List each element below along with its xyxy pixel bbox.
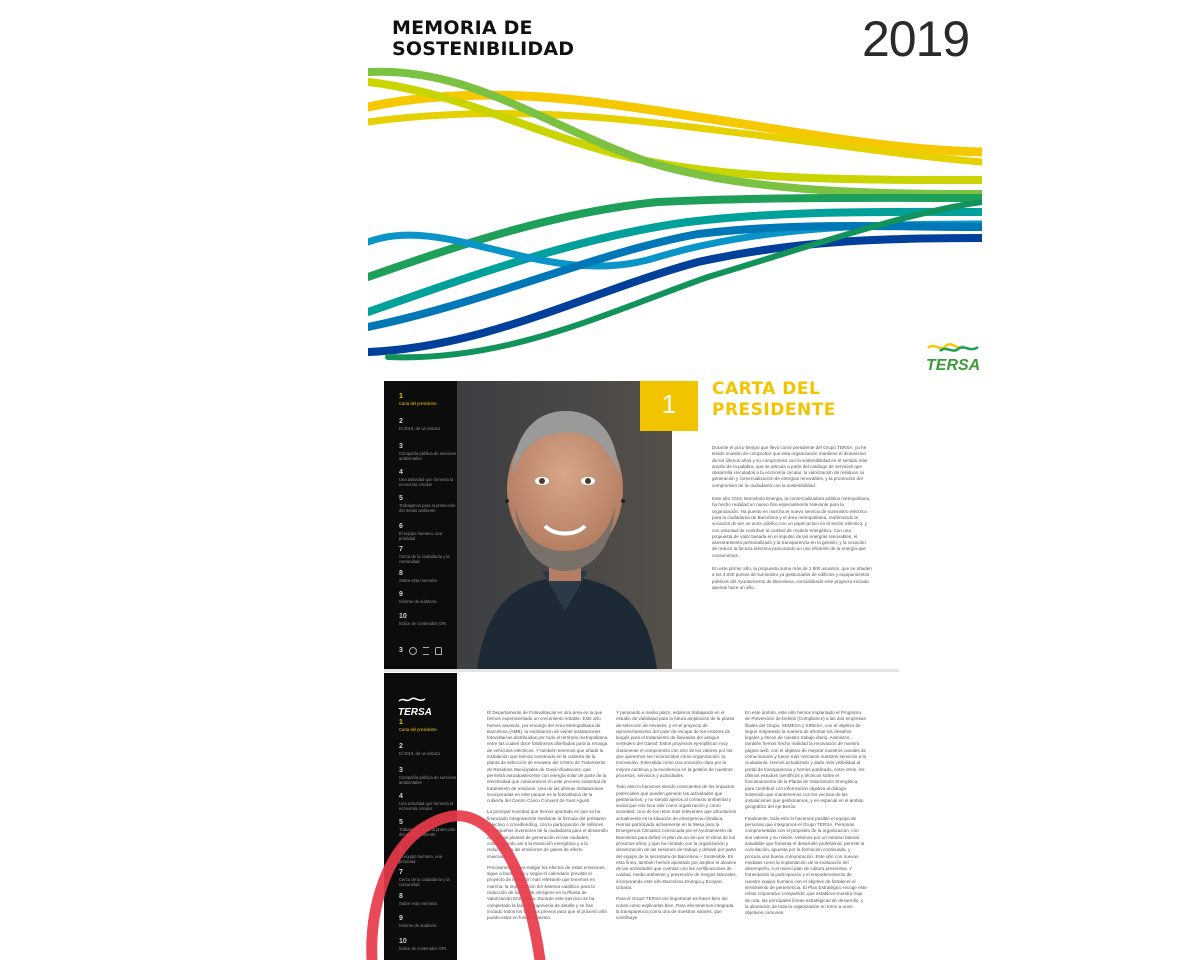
sidebar-item-medioambiente[interactable]: 5 Trabajamos para la protección del medio ambiente [399, 495, 456, 513]
sidebar2-item-equipo[interactable]: 6 El equipo humano, una prioridad [399, 846, 443, 864]
cover-tersa-logo [926, 340, 982, 374]
sidebar-item-economia[interactable]: 4 Una actividad que fomenta la economía circular [399, 469, 454, 487]
wave-yellow-light [368, 114, 982, 162]
sidebar2-item-auditoria[interactable]: 9 Informe de auditoría [399, 915, 437, 928]
cover-year: 2019 [862, 11, 970, 67]
sidebar-item-auditoria[interactable]: 9 Informe de auditoría [399, 591, 437, 604]
page-divider [384, 669, 899, 672]
body-col2-paragraph-2: Todo esto lo hacemos siendo conscientes de los impactos potenciales que pueden generar las actividades que gestionamos, y no siendo ajenos al contexto ambiental y social que nos toca vivir como organización y como sociedad. Uno de los retos más relevantes que afrontamos actualmente es la situación de emergencia climática. Hemos participado activamente en la Mesa para la Emergencia Climática convocada por el Ayuntamiento de Barcelona para definir el plan de acción por el clima de los próximos años, y que ha contado con la organización y dinamización de las sesiones de trabajo y debate por parte del equipo de la secretaría de Barcelona + Sostenible. En esta línea, también hemos apostado por ampliar el alcance de las actividades que cuentan con las certificaciones de calidad, medio ambiente y prevención de riesgos laborales, incorporando este año Barcelona Energia y Ecoparc Urbana. [616, 784, 737, 891]
sidebar2-item-compania[interactable]: 3 Compañía pública de servicios ambientales [399, 767, 457, 785]
sidebar2-item-vistazo[interactable]: 2 El 2019, de un vistazo [399, 743, 441, 756]
tersa-logo-waves-icon [926, 340, 982, 354]
sidebar-tersa-logo-text: TERSA [398, 707, 432, 718]
cover-title [392, 18, 574, 60]
sidebar2-item-ciudadania[interactable]: 7 Cerca de la ciudadanía y la comunidad [399, 869, 450, 887]
chapter-title-line1: CARTA DEL [712, 379, 821, 399]
carta-paragraph-1: Durante el poco tiempo que llevo como presidente del Grupo TERSA, ya he tenido ocasión de comprobar que esta organización mantiene el dinamismo de los últimos años y su compromiso con la sostenibilidad en el sentido más amplio de la palabra, que se articula a partir del catálogo de servicios que desarrolla vinculados a la economía circular, la valorización de residuos, la generación y comercialización de energías renovables, y la promoción del compromiso de la ciudadanía con la sostenibilidad. [712, 445, 868, 488]
body-col1-paragraph-1: El Departamento de Fotovoltaicas es otra área en la que hemos experimentado un crecimiento notable. Este año hemos asumido, por encargo del Área Metropolitana de Barcelona (AMB), la explotación de veinte instalaciones fotovoltaicas distribuidas por todo el territorio metropolitano, entre las cuales doce fotolineras diseñadas para la recarga de vehículos eléctricos. Y también tenemos que añadir la instalación que hemos construido en la cubierta de la planta de selección de envases del Centro de Tratamiento de Residuos Municipales de Gavà-Viladecans, que permitirá autoabastecerse con energía solar de parte de la electricidad que consumimos en este proceso industrial de tratamiento de residuos. Una de las últimas instalaciones incorporadas en este parque es la fotovoltaica de la cubierta del Centro Cívico Convent de Sant Agustí. [487, 710, 609, 804]
home-icon[interactable] [435, 647, 442, 655]
carta-text [712, 445, 872, 591]
carta-paragraph-3: En este primer año, la propuesta suma más de 1.500 usuarios, que se añaden a los 4.000 puntos de suministro ya gestionados de edificios y equipamientos públicos del Ayuntamiento de Barcelona, consolidando este proyecto iniciado apenas hace un año. [712, 566, 872, 590]
cover-tersa-logo-text: TERSA [926, 357, 981, 374]
globe-icon[interactable] [409, 647, 417, 655]
menu-icon[interactable] [423, 647, 429, 655]
body-column-2 [616, 710, 738, 960]
sidebar2-item-memoria[interactable]: 8 Sobre esta memoria [399, 893, 437, 906]
sidebar-item-gri[interactable]: 10 Índice de contenidos GRI [399, 613, 447, 626]
sidebar-nav-page1 [384, 381, 457, 669]
sidebar-item-equipo[interactable]: 6 El equipo humano, una prioridad [399, 523, 443, 541]
sidebar2-item-medioambiente[interactable]: 5 Trabajamos para la protección del medio ambiente [399, 819, 456, 837]
sidebar2-item-economia[interactable]: 4 Una actividad que fomenta la economía circular [399, 793, 454, 811]
sidebar-item-compania[interactable]: 3 Compañía pública de servicios ambientales [399, 443, 457, 461]
sidebar-item-memoria[interactable]: 8 Sobre esta memoria [399, 570, 437, 583]
carta-paragraph-2: Este año 2019, Barcelona Energia, la comercializadora pública metropolitana, ha hecho realidad un nuevo hito especialmente relevante para la organización. Ha puesto en marcha el nuevo servicio de suministro eléctrico para la ciudadanía de Barcelona y el área metropolitana, reafirmando la vocación de ser un actor público con un papel activo en el sector eléctrico, y con voluntad de contribuir al cambio de modelo energético. Con una propuesta de valor basada en el impulso de las energías renovables, el asesoramiento personalizado y la transparencia en la gestión, y la vocación de reducir la factura eléctrica procurando un uso eficiente de la energía que consumimos. [712, 496, 871, 558]
sidebar2-item-gri[interactable]: 10 Índice de contenidos GRI [399, 938, 447, 951]
wave-lightblue [368, 224, 982, 266]
body-col3-paragraph-2: Finalmente, todo esto lo hacemos posible el equipo de personas que integramos el Grupo TERSA. Personas comprometidas con el propósito de la organización, con sus valores y su misión. Velamos por un entorno laboral saludable que fomenta el desarrollo profesional, permite la conciliación, apuesta por la formación continuada, y procura una buena comunicación. Este año con nuevas medidas como la implantación de la evaluación del desempeño, o el nuevo plan de cultura preventiva. Y fomentando la participación y el empoderamiento de nuestro equipo humano con el objetivo de fortalecer el sentimiento de pertenencia. El Plan Estratégico recoge este relato corporativo compartido, que establece nuestra hoja de ruta, las principales líneas estratégicas de desarrollo, y la alineación de toda la organización en torno a unos objetivos comunes. [745, 815, 867, 916]
body-col3-paragraph-1: En este ámbito, este año hemos implantado el Programa de Prevención de Delitos (Compliance) a las dos empresas filiales del Grupo, SEMESA y SIRESA, con el objetivo de seguir mejorando la manera de afrontar los desafíos legales y éticos de nuestro trabajo diario. Asimismo, también hemos hecho realidad la renovación de nuestra página web, con el objetivo de mejorar nuestros canales de comunicación y hacer más cercanos nuestros servicios a la ciudadanía. Hemos actualizado y dado más visibilidad al portal de transparencia y hemos publicado, entre otros, los últimos estudios científicos y técnicos sobre el funcionamiento de la Planta de Valorización Energética, para contribuir con información objetiva al diálogo sostenido que mantenemos con los vecinos de las instalaciones que gestionamos, y en especial en el ámbito geográfico del eje Besòs. [745, 710, 867, 810]
cover-title-line2: SOSTENIBILIDAD [392, 38, 575, 60]
cover-title-line1: MEMORIA DE [392, 17, 533, 39]
body-col2-paragraph-1: Y pensando a medio plazo, estamos trabajando en el estudio de viabilidad para la futura ampliación de la planta de selección de envases, y en el proyecto de aprovechamiento del calor de escape de los motores de biogás para el tratamiento de lixiviados del antiguo vertedero del Garraf. Estos proyectos ejemplifican muy claramente el compromiso con otro de los valores por los que queremos ser reconocidos como organización: la innovación. Entendida como una vocación clara por la mejora continua y la excelencia en la gestión de nuestros procesos, servicios y actividades. [616, 710, 735, 778]
tersa-logo-waves-icon-small [398, 696, 428, 704]
chapter-title [712, 379, 836, 421]
body-column-3 [745, 710, 867, 960]
sidebar-item-vistazo[interactable]: 2 El 2019, de un vistazo [399, 418, 441, 431]
chapter-number-box: 1 [640, 381, 698, 431]
chapter-title-line2: PRESIDENTE [712, 400, 836, 420]
sidebar2-item-carta[interactable]: 1 Carta del presidente [399, 719, 437, 732]
sidebar-item-carta[interactable]: 1 Carta del presidente [399, 393, 437, 406]
red-annotation-stroke [360, 800, 580, 960]
body-col1-paragraph-3: Precisamente para mitigar los efectos de estas emisiones, sigue a buen ritmo y según el calendario previsto el proyecto de inversión más relevante que tenemos en marcha: la implantación del sistema catalítico para la reducción de óxidos de nitrógeno en la Planta de Valorización Energética. Durante este ejercicio se ha completado la fase de ingeniería de detalle y se han iniciado todos los trabajos previos para que el próximo año pueda estar en funcionamiento. [487, 864, 607, 921]
page-number: 3 [399, 647, 403, 654]
cover-waves-graphic [368, 62, 982, 362]
sidebar-tersa-logo [398, 691, 432, 718]
body-col1-paragraph-2: La principal novedad que hemos aportado es que se ha financiado íntegramente mediante la fórmula del préstamo colectivo o crowdlending, con la participación de millones de pequeños inversores de la ciudadanía para el desarrollo de nuevas plantas de generación en las ciudades, contribuyendo así a la transición energética y a la reducción de las emisiones de gases de efecto invernadero. [487, 809, 608, 859]
sidebar-item-ciudadania[interactable]: 7 Cerca de la ciudadanía y la comunidad [399, 546, 450, 564]
body-col2-paragraph-3: Para el Grupo TERSA tan importante es hacer bien las cosas como explicarlas bien. Para ello tenemos integrada la transparencia como uno de nuestros valores, que contribuye [616, 896, 734, 921]
